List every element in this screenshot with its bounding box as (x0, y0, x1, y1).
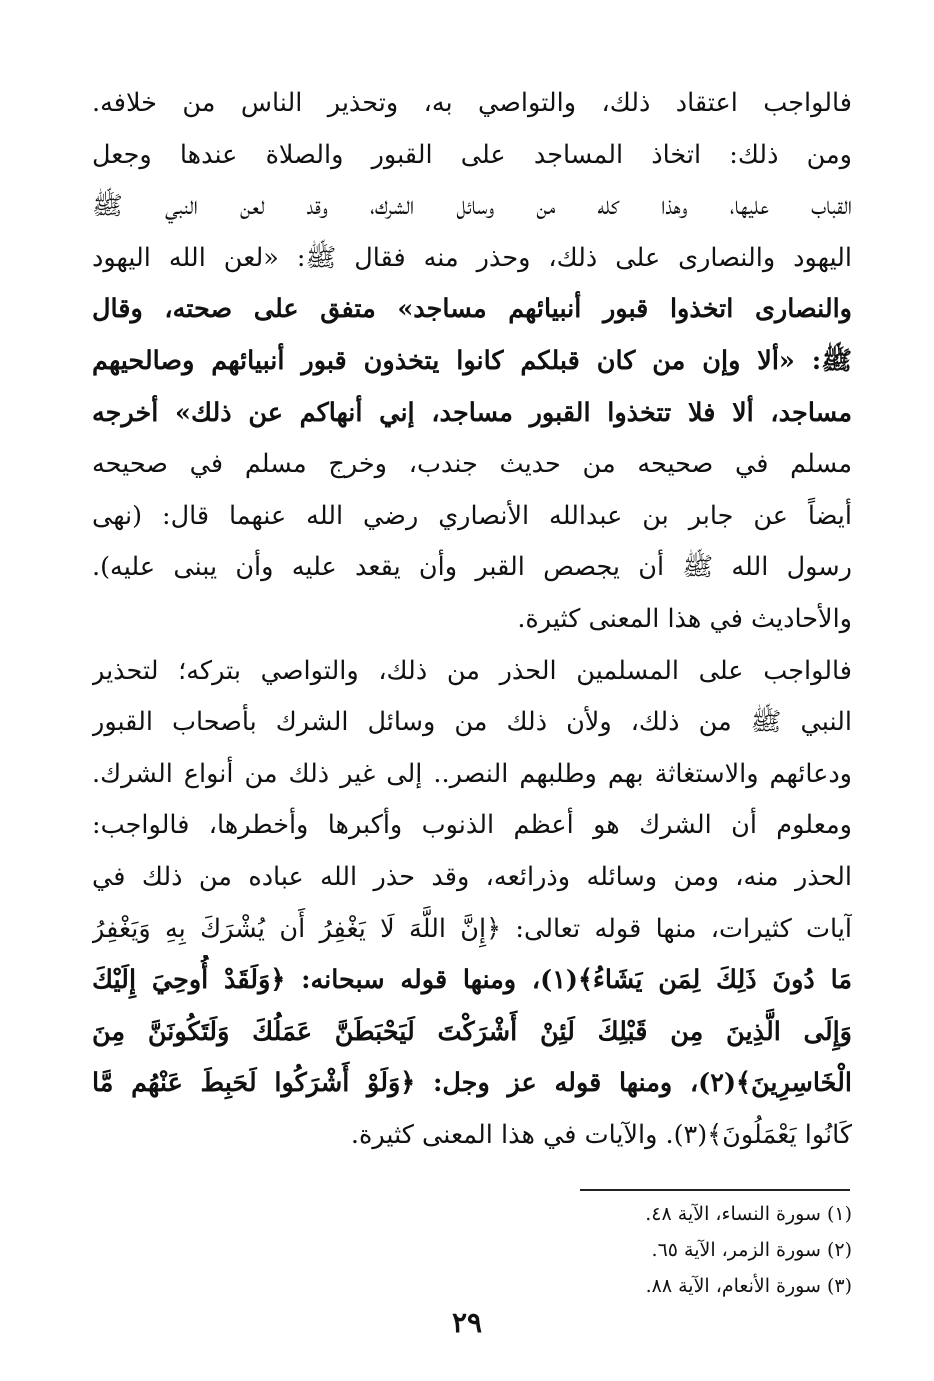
footnotes (560, 1196, 852, 1304)
text-line-11: والأحاديث في هذا المعنى كثيرة. (517, 603, 852, 634)
text-line-15: ومعلوم أن الشرك هو أعظم الذنوب وأكبرها وأخطرها، فالواجب: (92, 810, 852, 841)
text-line-10: رسول الله ﷺ أن يجصص القبر وأن يقعد عليه وأن يبنى عليه). (92, 552, 852, 583)
text-line-18: مَا دُونَ ذَلِكَ لِمَن يَشَاءُ﴾(١)، ومنها قوله سبحانه: ﴿وَلَقَدْ أُوحِيَ إِلَيْكَ (92, 965, 852, 996)
text-line-1: فالواجب اعتقاد ذلك، والتواصي به، وتحذير الناس من خلافه. (92, 88, 852, 118)
text-line-9: أيضاً عن جابر بن عبدالله الأنصاري رضي الله عنهما قال: (نهى (92, 500, 852, 531)
text-line-12: فالواجب على المسلمين الحذر من ذلك، والتواصي بتركه؛ لتحذير (92, 655, 852, 686)
text-line-4: اليهود والنصارى على ذلك، وحذر منه فقال ﷺ: «لعن الله اليهود (92, 242, 852, 273)
text-line-14: ودعائهم والاستغاثة بهم وطلبهم النصر.. إلى غير ذلك من أنواع الشرك. (92, 758, 852, 789)
footnote-2: (٢) سورة الزمر، الآية ٦٥. (651, 1239, 852, 1261)
text-line-8: مسلم في صحيحه من حديث جندب، وخرج مسلم في صحيحه (92, 449, 852, 480)
page-number: ٢٩ (451, 1306, 483, 1339)
footnote-divider (580, 1189, 850, 1191)
text-line-5: والنصارى اتخذوا قبور أنبيائهم مساجد» متفق على صحته، وقال (92, 294, 852, 325)
footnote-3: (٣) سورة الأنعام، الآية ٨٨. (645, 1275, 852, 1297)
text-line-2: ومن ذلك: اتخاذ المساجد على القبور والصلاة عندها وجعل (92, 139, 852, 170)
text-line-3: القباب عليها، وهذا كله من وسائل الشرك، وقد لعن النبي ﷺ (92, 191, 852, 222)
text-line-17: آيات كثيرات، منها قوله تعالى: ﴿إِنَّ اللَّهَ لَا يَغْفِرُ أَن يُشْرَكَ بِهِ وَيَغْفِرُ (92, 913, 852, 944)
text-line-13: النبي ﷺ من ذلك، ولأن ذلك من وسائل الشرك بأصحاب القبور (92, 707, 852, 738)
text-line-16: الحذر منه، ومن وسائله وذرائعه، وقد حذر الله عباده من ذلك في (92, 861, 852, 892)
body-text (92, 78, 852, 1161)
text-line-6: ﷺ: «ألا وإن من كان قبلكم كانوا يتخذون قبور أنبيائهم وصالحيهم (92, 345, 852, 376)
footnote-1: (١) سورة النساء، الآية ٤٨. (645, 1203, 852, 1225)
text-line-20: الْخَاسِرِينَ﴾(٢)، ومنها قوله عز وجل: ﴿وَلَوْ أَشْرَكُوا لَحَبِطَ عَنْهُم مَّا (92, 1068, 852, 1099)
text-line-19: وَإِلَى الَّذِينَ مِن قَبْلِكَ لَئِنْ أَشْرَكْتَ لَيَحْبَطَنَّ عَمَلُكَ وَلَتَكُونَنَّ مِنَ (92, 1016, 852, 1047)
text-line-21: كَانُوا يَعْمَلُونَ﴾(٣). والآيات في هذا المعنى كثيرة. (350, 1119, 852, 1150)
text-line-7: مساجد، ألا فلا تتخذوا القبور مساجد، إني أنهاكم عن ذلك» أخرجه (92, 397, 852, 428)
